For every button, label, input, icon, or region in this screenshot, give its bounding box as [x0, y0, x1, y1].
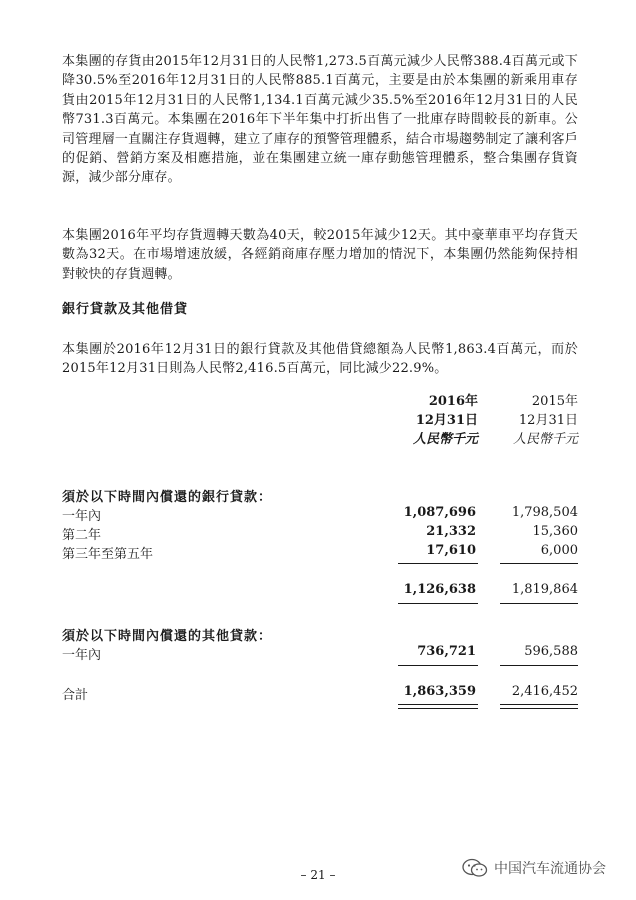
section-heading: 銀行貸款及其他借貸 — [62, 302, 189, 317]
column-2016-date: 12月31日 — [415, 413, 478, 428]
subtotal-bottom-rule-2015 — [500, 603, 578, 604]
row-label: 一年內 — [62, 648, 102, 663]
value-2016: 1,087,696 — [403, 505, 476, 520]
column-2016-unit: 人民幣千元 — [412, 432, 478, 447]
column-2016-year: 2016年 — [428, 394, 478, 409]
wechat-icon — [462, 858, 488, 878]
value-2016: 21,332 — [426, 524, 476, 539]
column-2015-year: 2015年 — [531, 394, 578, 409]
other-rule-2016 — [398, 665, 478, 666]
subtotal-2016: 1,126,638 — [403, 582, 476, 597]
page-number: – 21 – — [300, 868, 336, 882]
column-2015-unit: 人民幣千元 — [512, 432, 578, 447]
bank-section-row — [0, 486, 636, 505]
table-row — [0, 543, 636, 562]
total-double-rule-2016 — [398, 704, 478, 709]
inventory-paragraph: 本集團的存貨由2015年12月31日的人民幣1,273.5百萬元減少人民幣388.4百萬元或下降30.5%至2016年12月31日的人民幣885.1百萬元，主要是由於本集團的新乘用車存貨由2015年12月31日的人民幣1,134.1百萬元減少35.5%至2016年12月31日的人民幣731.3百萬元。本集團在2016年下半年集中打折出售了一批庫存時間較長的新車。公司管理層一直關注存貨週轉，建立了庫存的預警管理體系，結合市場趨勢制定了讓利客戶的促銷、營銷方案及相應措施，並在集團建立統一庫存動態管理體系，整合集團存貨資源，減少部分庫存。 — [62, 54, 578, 186]
row-label: 一年內 — [62, 509, 102, 524]
value-2016: 17,610 — [426, 543, 476, 558]
watermark — [462, 858, 606, 878]
subtotal-rule-2016 — [398, 563, 478, 564]
total-row — [0, 684, 636, 703]
other-section-row — [0, 625, 636, 644]
total-double-rule-2015 — [500, 704, 578, 709]
column-header-2015 — [513, 392, 578, 449]
other-section-label: 須於以下時間內償還的其他貸款： — [62, 629, 273, 644]
column-2015-date: 12月31日 — [518, 413, 578, 428]
subtotal-rule-2015 — [500, 563, 578, 564]
bank-subtotal-row — [0, 582, 636, 601]
total-2015: 2,416,452 — [511, 684, 578, 699]
total-2016: 1,863,359 — [403, 684, 476, 699]
total-label: 合計 — [62, 688, 89, 703]
bank-section-label: 須於以下時間內償還的銀行貸款： — [62, 490, 273, 505]
subtotal-bottom-rule-2016 — [398, 603, 478, 604]
subtotal-2015: 1,819,864 — [511, 582, 578, 597]
table-row — [0, 644, 636, 663]
loans-paragraph: 本集團於2016年12月31日的銀行貸款及其他借貸總額為人民幣1,863.4百萬元，而於2015年12月31日則為人民幣2,416.5百萬元，同比減少22.9%。 — [62, 342, 578, 377]
value-2015: 6,000 — [540, 543, 578, 558]
other-rule-2015 — [500, 665, 578, 666]
value-2015: 1,798,504 — [511, 505, 578, 520]
value-2015: 596,588 — [524, 644, 578, 659]
row-label: 第三年至第五年 — [62, 547, 154, 562]
table-row — [0, 524, 636, 543]
watermark-text: 中国汽车流通协会 — [494, 861, 606, 877]
value-2015: 15,360 — [532, 524, 578, 539]
column-header-2016 — [413, 392, 478, 449]
value-2016: 736,721 — [417, 644, 476, 659]
turnover-paragraph: 本集團2016年平均存貨週轉天數為40天，較2015年減少12天。其中豪華車平均存貨天數為32天。在市場增速放緩，各經銷商庫存壓力增加的情況下，本集團仍然能夠保持相對較快的存貨週轉。 — [62, 228, 578, 282]
row-label: 第二年 — [62, 528, 102, 543]
table-row — [0, 505, 636, 524]
